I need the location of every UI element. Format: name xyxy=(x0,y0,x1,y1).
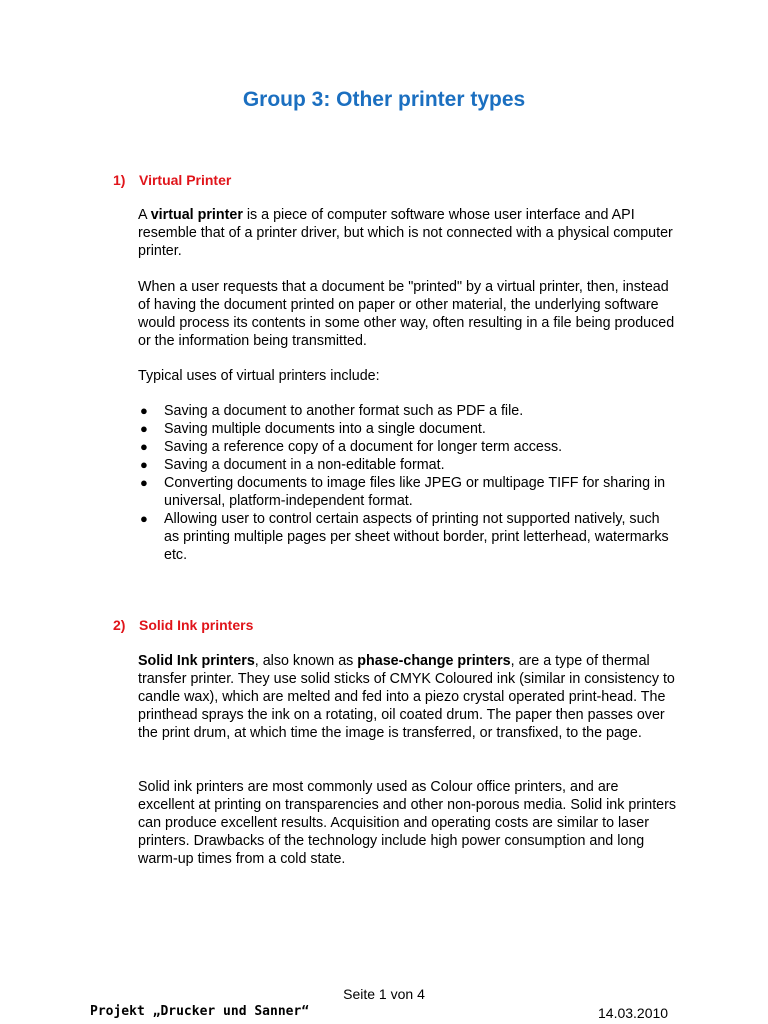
footer-date: 14.03.2010 xyxy=(598,1005,669,1021)
bullet-icon: ● xyxy=(140,511,148,526)
list-item xyxy=(138,510,678,564)
list-item xyxy=(138,420,678,438)
footer-project: Projekt „Drucker und Sanner“ xyxy=(90,1004,310,1019)
list-item-text: Saving a reference copy of a document for longer term access. xyxy=(164,439,563,455)
bullet-icon: ● xyxy=(140,475,148,490)
list-item xyxy=(138,402,678,420)
list-item-text: Converting documents to image files like JPEG or multipage TIFF for sharing in universal, platform-independent format. xyxy=(164,475,666,509)
virtual-printer-paragraph: When a user requests that a document be "printed" by a virtual printer, then, instead of having the document printed on paper or other material, the underlying software would process its contents in some other way, often resulting in a file being produced or the information being transmitted. xyxy=(138,279,675,349)
bullet-icon: ● xyxy=(140,403,148,418)
virtual-printer-uses-list xyxy=(138,402,678,564)
intro-text: , also known as xyxy=(254,653,358,669)
section-heading-virtual-printer xyxy=(113,172,231,188)
intro-text-rest: is a piece of computer software whose user interface and API resemble that of a printer driver, but which is not connected with a physical computer printer. xyxy=(138,207,673,259)
section-title: Virtual Printer xyxy=(139,172,232,188)
page-number: Seite 1 von 4 xyxy=(343,986,425,1002)
intro-text: A xyxy=(138,207,151,223)
list-item-text: Allowing user to control certain aspects of printing not supported natively, such as printing multiple pages per sheet without border, print letterhead, watermarks etc. xyxy=(164,511,669,563)
list-item-text: Saving a document to another format such as PDF a file. xyxy=(164,403,524,419)
bullet-icon: ● xyxy=(140,421,148,436)
intro-text-rest: , are a type of thermal transfer printer. They use solid sticks of CMYK Coloured ink (similar in consistency to candle wax), which are melted and fed into a piezo crystal operated print-head. The printhead sprays the ink on a rotating, oil coated drum. The paper then passes over the print drum, at which time the image is transferred, or transfixed, to the page. xyxy=(138,653,675,741)
list-item xyxy=(138,474,678,510)
section-number: 1) xyxy=(113,172,126,188)
term-solid-ink-printers: Solid Ink printers xyxy=(138,653,255,669)
solid-ink-paragraph: Solid ink printers are most commonly used as Colour office printers, and are excellent at printing on transparencies and other non-porous media. Solid ink printers can produce excellent results. Acquisition and operating costs are similar to laser printers. Drawbacks of the technology include high power consumption and long warm-up times from a cold state. xyxy=(138,779,677,867)
list-item xyxy=(138,456,678,474)
list-item xyxy=(138,438,678,456)
section-number: 2) xyxy=(113,617,126,633)
solid-ink-intro xyxy=(138,652,678,742)
list-item-text: Saving a document in a non-editable format. xyxy=(164,457,445,473)
bullet-icon: ● xyxy=(140,457,148,472)
list-item-text: Saving multiple documents into a single document. xyxy=(164,421,486,437)
bullet-icon: ● xyxy=(140,439,148,454)
page-title: Group 3: Other printer types xyxy=(242,88,526,111)
section-title: Solid Ink printers xyxy=(139,617,254,633)
term-phase-change-printers: phase-change printers xyxy=(357,653,511,669)
typical-uses-intro: Typical uses of virtual printers include: xyxy=(138,368,380,384)
term-virtual-printer: virtual printer xyxy=(150,207,243,223)
virtual-printer-intro xyxy=(138,206,678,260)
section-heading-solid-ink xyxy=(113,617,253,633)
